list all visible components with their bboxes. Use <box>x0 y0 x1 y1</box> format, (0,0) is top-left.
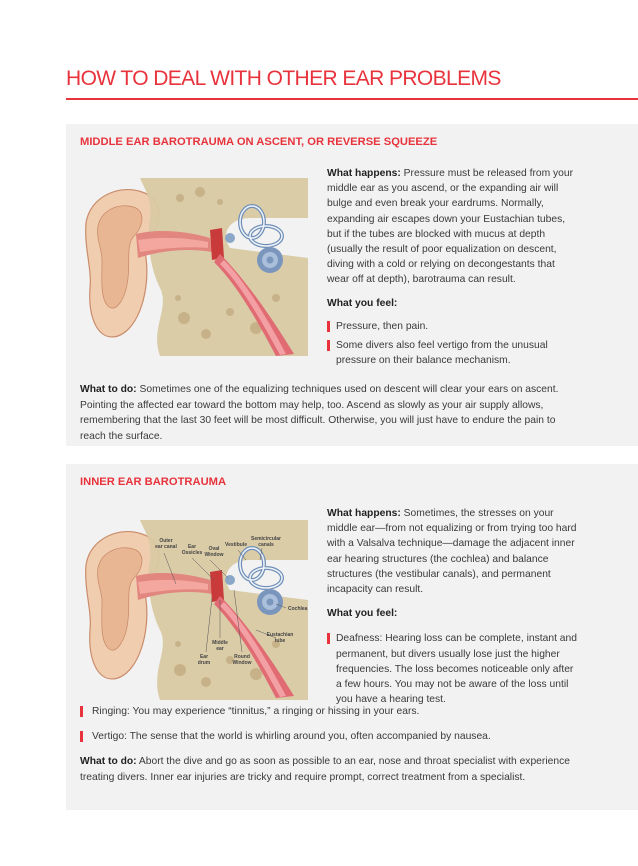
what-happens-text: Sometimes, the stresses on your middle ear—from not equalizing or from trying too hard with a Valsalva technique—damage the adjacent inner ear hearing structures (the cochlea) and balance structures (the vestibular canals), and permanent incapacity can result. <box>327 508 577 596</box>
what-to-do-label: What to do: <box>80 384 137 395</box>
feel-item: Some divers also feel vertigo from the unusual pressure on their balance mechanism. <box>327 338 577 368</box>
label-ear-ossicles-line1: Ear <box>187 544 197 550</box>
what-happens-paragraph <box>327 506 577 597</box>
page-title: HOW TO DEAL WITH OTHER EAR PROBLEMS <box>66 67 501 90</box>
what-to-do-paragraph <box>80 754 580 785</box>
label-vestibule: Vestibule <box>225 542 247 548</box>
label-eustachian-tube-line2: tube <box>274 638 286 644</box>
what-happens-label: What happens: <box>327 508 401 519</box>
label-outer-ear-canal-line2: ear canal <box>155 544 177 550</box>
section-inner-ear-barotrauma <box>66 464 638 810</box>
label-middle-ear-line1: Middle <box>212 640 228 646</box>
label-semicircular-canals-line2: canals <box>258 542 274 548</box>
label-middle-ear-line2: ear <box>216 646 224 652</box>
what-happens-label: What happens: <box>327 168 401 179</box>
extra-symptom-item: Vertigo: The sense that the world is whirling around you, often accompanied by nausea. <box>80 729 592 745</box>
what-to-do-text: Abort the dive and go as soon as possible to an ear, nose and throat specialist with experience treating divers. Inner ear injuries are tricky and require prompt, correct treatment from a specialist. <box>80 756 570 783</box>
feel-item: Pressure, then pain. <box>327 319 577 334</box>
label-ear-drum-line1: Ear <box>199 654 209 660</box>
label-semicircular-canals-line1: Semicircular <box>250 536 282 542</box>
what-to-do-text: Sometimes one of the equalizing techniques used on descent will clear your ears on ascent. Pointing the affected ear toward the bottom may help, too. Ascend as slowly as your air supply allows, remembering that the last 30 feet will be most difficult. Otherwise, you will just have to endure the pain to reach the surface. <box>80 384 559 442</box>
label-oval-window-line1: Oval <box>208 546 220 552</box>
what-you-feel-label: What you feel: <box>327 297 398 309</box>
section-heading: INNER EAR BAROTRAUMA <box>80 476 227 488</box>
section-heading: MIDDLE EAR BAROTRAUMA ON ASCENT, OR REVERSE SQUEEZE <box>80 136 438 148</box>
label-ear-drum-line2: drum <box>197 660 211 666</box>
section-middle-ear-barotrauma <box>66 124 638 446</box>
label-round-window-line2: Window <box>232 660 252 666</box>
what-to-do-paragraph <box>80 382 580 444</box>
what-you-feel-label: What you feel: <box>327 608 398 620</box>
ear-anatomy-illustration <box>80 178 308 356</box>
label-round-window-line1: Round <box>234 654 250 660</box>
what-happens-paragraph <box>327 166 577 288</box>
what-happens-text: Pressure must be released from your middle ear as you ascend, or the expanding air will bulge and even break your eardrums. Normally, expanding air escapes down your Eustachian tubes, but if the tubes are blocked with mucus at depth (usually the result of poor equalization on descent, diving with a cold or relying on decongestants that wear off at depth), barotrauma can result. <box>327 168 574 286</box>
feel-item: Deafness: Hearing loss can be complete, instant and permanent, but divers usually lose just the higher frequencies. The loss becomes noticeable only after a few hours. You may not be aware of the loss until you have a hearing test. <box>327 631 577 707</box>
label-cochlea: Cochlea <box>288 606 308 612</box>
svg-text:RoundWindow <box>232 654 251 666</box>
title-divider <box>66 98 638 100</box>
labeled-ear-diagram <box>80 520 308 700</box>
label-oval-window-line2: Window <box>204 552 224 558</box>
label-ear-ossicles-line2: Ossicles <box>181 550 203 556</box>
label-eustachian-tube-line1: Eustachian <box>266 632 294 638</box>
what-to-do-label: What to do: <box>80 756 137 767</box>
extra-symptom-item: Ringing: You may experience “tinnitus,” a ringing or hissing in your ears. <box>80 704 592 720</box>
label-outer-ear-canal-line1: Outer <box>159 538 173 544</box>
